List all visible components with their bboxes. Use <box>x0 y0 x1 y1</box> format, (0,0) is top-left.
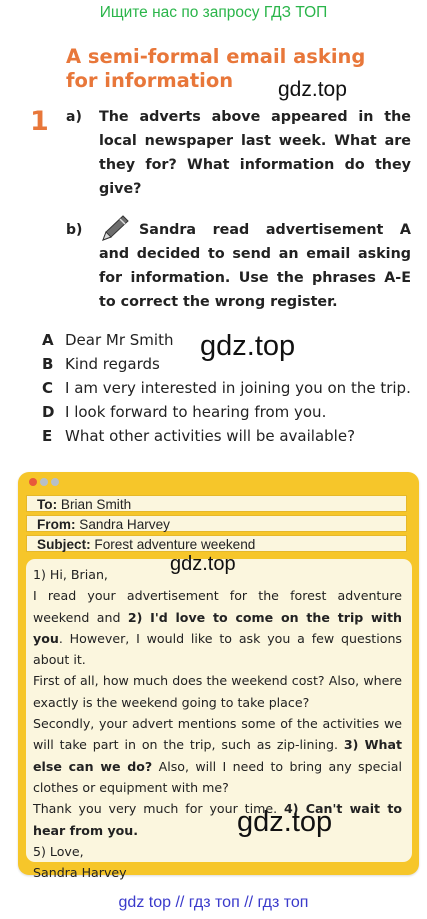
email-paragraph: Thank you very much for your time. 4) Can't wait to hear from you. <box>33 801 403 838</box>
exercise-number: 1 <box>30 106 49 137</box>
window-dot-grey <box>40 478 48 486</box>
part-a-letter: a) <box>66 109 82 125</box>
part-b-letter: b) <box>66 222 83 238</box>
email-subject-field: Subject: Forest adventure weekend <box>26 535 407 552</box>
watermark: gdz.top <box>200 330 296 362</box>
email-signature: Sandra Harvey <box>33 865 127 881</box>
option-item: D I look forward to hearing from you. <box>42 403 327 421</box>
window-dot-red <box>29 478 37 486</box>
option-item: A Dear Mr Smith <box>42 331 174 349</box>
window-dot-grey <box>51 478 59 486</box>
watermark: gdz.top <box>278 78 347 101</box>
email-from-field: From: Sandra Harvey <box>26 515 407 532</box>
email-greeting: 1) Hi, Brian, <box>33 567 108 582</box>
email-paragraph: First of all, how much does the weekend cost? Also, where exactly is the weekend going to take place? <box>33 673 402 710</box>
email-window <box>18 472 419 881</box>
footer-text: gdz top // гдз топ // гдз топ <box>118 894 309 911</box>
section-title: A semi-formal email asking for information <box>66 45 366 92</box>
option-item: B Kind regards <box>42 355 160 373</box>
email-paragraph: Secondly, your advert mentions some of the activities we will take part in on the trip, such as zip-lining. 3) What else can we do? Also, will I need to bring any special clothes or equipment with me? <box>33 716 403 795</box>
email-closing: 5) Love, <box>33 843 84 859</box>
window-controls <box>29 478 59 486</box>
option-item: E What other activities will be available? <box>42 427 356 445</box>
email-paragraph: I read your advertisement for the forest adventure weekend and 2) I'd love to come on the trip with you. However, I would like to ask you a few questions about it. <box>33 588 402 668</box>
option-item: C I am very interested in joining you on the trip. <box>42 379 411 397</box>
part-b-text: Sandra read advertisement A and decided to send an email asking for information. Use the phrases A-E to correct the wrong register. <box>99 222 411 310</box>
email-body <box>33 564 402 883</box>
top-banner: Ищите нас по запросу ГДЗ ТОП <box>99 4 328 21</box>
watermark: gdz.top <box>170 553 236 575</box>
watermark: gdz.top <box>237 806 333 838</box>
part-a-text: The adverts above appeared in the local newspaper last week. What are they for? What information do they give? <box>99 109 411 197</box>
email-to-field: To: Brian Smith <box>26 495 407 512</box>
